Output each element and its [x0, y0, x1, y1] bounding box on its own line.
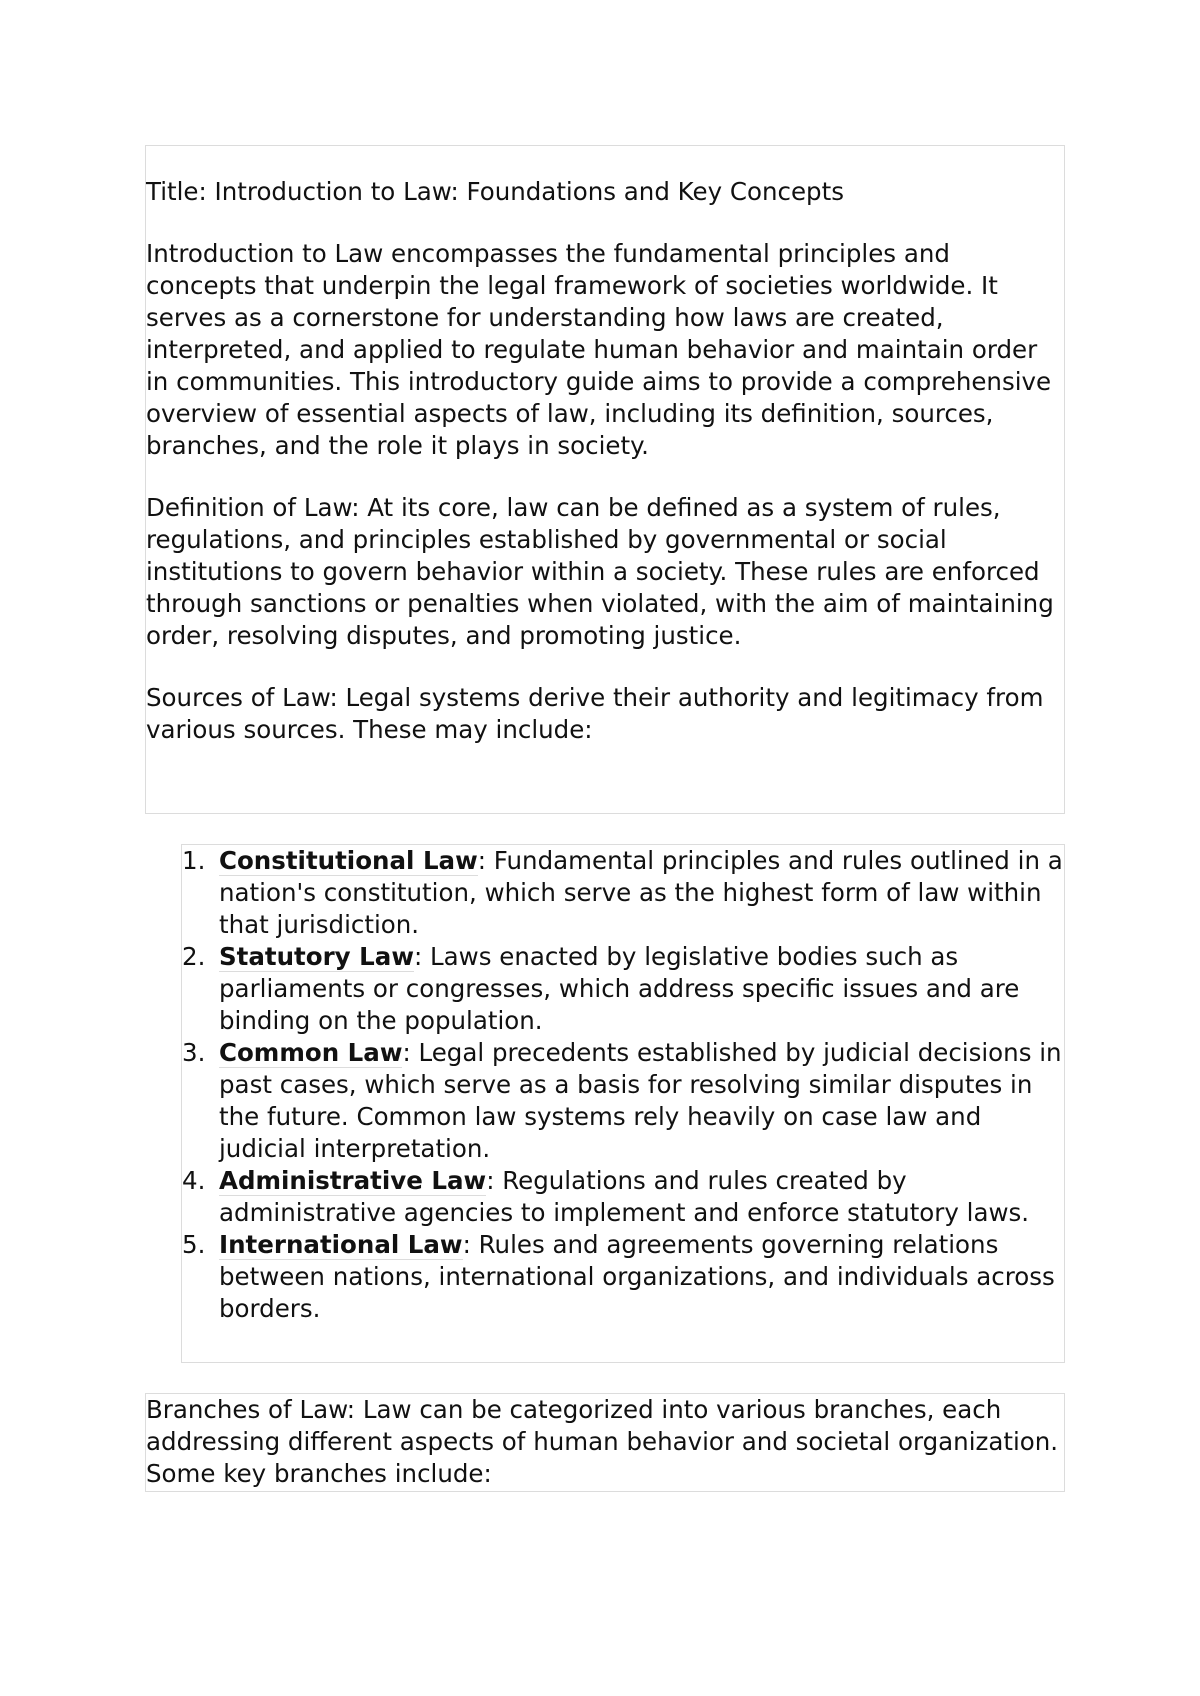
document-page [145, 145, 1065, 1488]
list-item-description: : Regulations and rules created by administrative agencies to implement and enforce statutory laws. [219, 1166, 1030, 1227]
branches-paragraph: Branches of Law: Law can be categorized into various branches, each addressing different aspects of human behavior and societal organization. Some key branches include: [146, 1395, 1059, 1488]
list-item-description: : Rules and agreements governing relations between nations, international organizations, and individuals across borders. [219, 1230, 1055, 1323]
list-item-description: : Laws enacted by legislative bodies such as parliaments or congresses, which address specific issues and are binding on the population. [219, 942, 1020, 1035]
intro-paragraph: Introduction to Law encompasses the fundamental principles and concepts that underpin the legal framework of societies worldwide. It serves as a cornerstone for understanding how laws are created, interpreted, and applied to regulate human behavior and maintain order in communities. This introductory guide aims to provide a comprehensive overview of essential aspects of law, including its definition, sources, branches, and the role it plays in society. [146, 239, 1052, 460]
list-item-description: : Legal precedents established by judicial decisions in past cases, which serve as a basis for resolving similar disputes in the future. Common law systems rely heavily on case law and judicial interpretation. [219, 1038, 1062, 1163]
document-title: Title: Introduction to Law: Foundations and Key Concepts [146, 177, 844, 206]
list-item [182, 845, 1064, 941]
list-item-number: 3. [182, 1038, 206, 1067]
list-item-number: 2. [182, 942, 206, 971]
list-item-term: Administrative Law [219, 1166, 487, 1195]
list-item [182, 941, 1064, 1037]
list-item-number: 5. [182, 1230, 206, 1259]
definition-paragraph: Definition of Law: At its core, law can be defined as a system of rules, regulations, and principles established by governmental or social institutions to govern behavior within a society. These rules are enforced through sanctions or penalties when violated, with the aim of maintaining order, resolving disputes, and promoting justice. [146, 493, 1054, 650]
list-item [182, 1165, 1064, 1229]
list-item-number: 4. [182, 1166, 206, 1195]
intro-section [145, 145, 1065, 814]
list-item-term: Statutory Law [219, 942, 414, 971]
list-item [182, 1229, 1064, 1325]
list-item-number: 1. [182, 846, 206, 875]
list-item-term: Constitutional Law [219, 846, 478, 875]
list-item-term: Common Law [219, 1038, 403, 1067]
branches-section [145, 1393, 1065, 1492]
list-item [182, 1037, 1064, 1165]
list-item-term: International Law [219, 1230, 463, 1259]
sources-list-section [181, 844, 1065, 1363]
list-item-description: : Fundamental principles and rules outlined in a nation's constitution, which serve as the highest form of law within that jurisdiction. [219, 846, 1063, 939]
sources-list [182, 845, 1064, 1325]
sources-paragraph: Sources of Law: Legal systems derive their authority and legitimacy from various sources. These may include: [146, 683, 1044, 744]
